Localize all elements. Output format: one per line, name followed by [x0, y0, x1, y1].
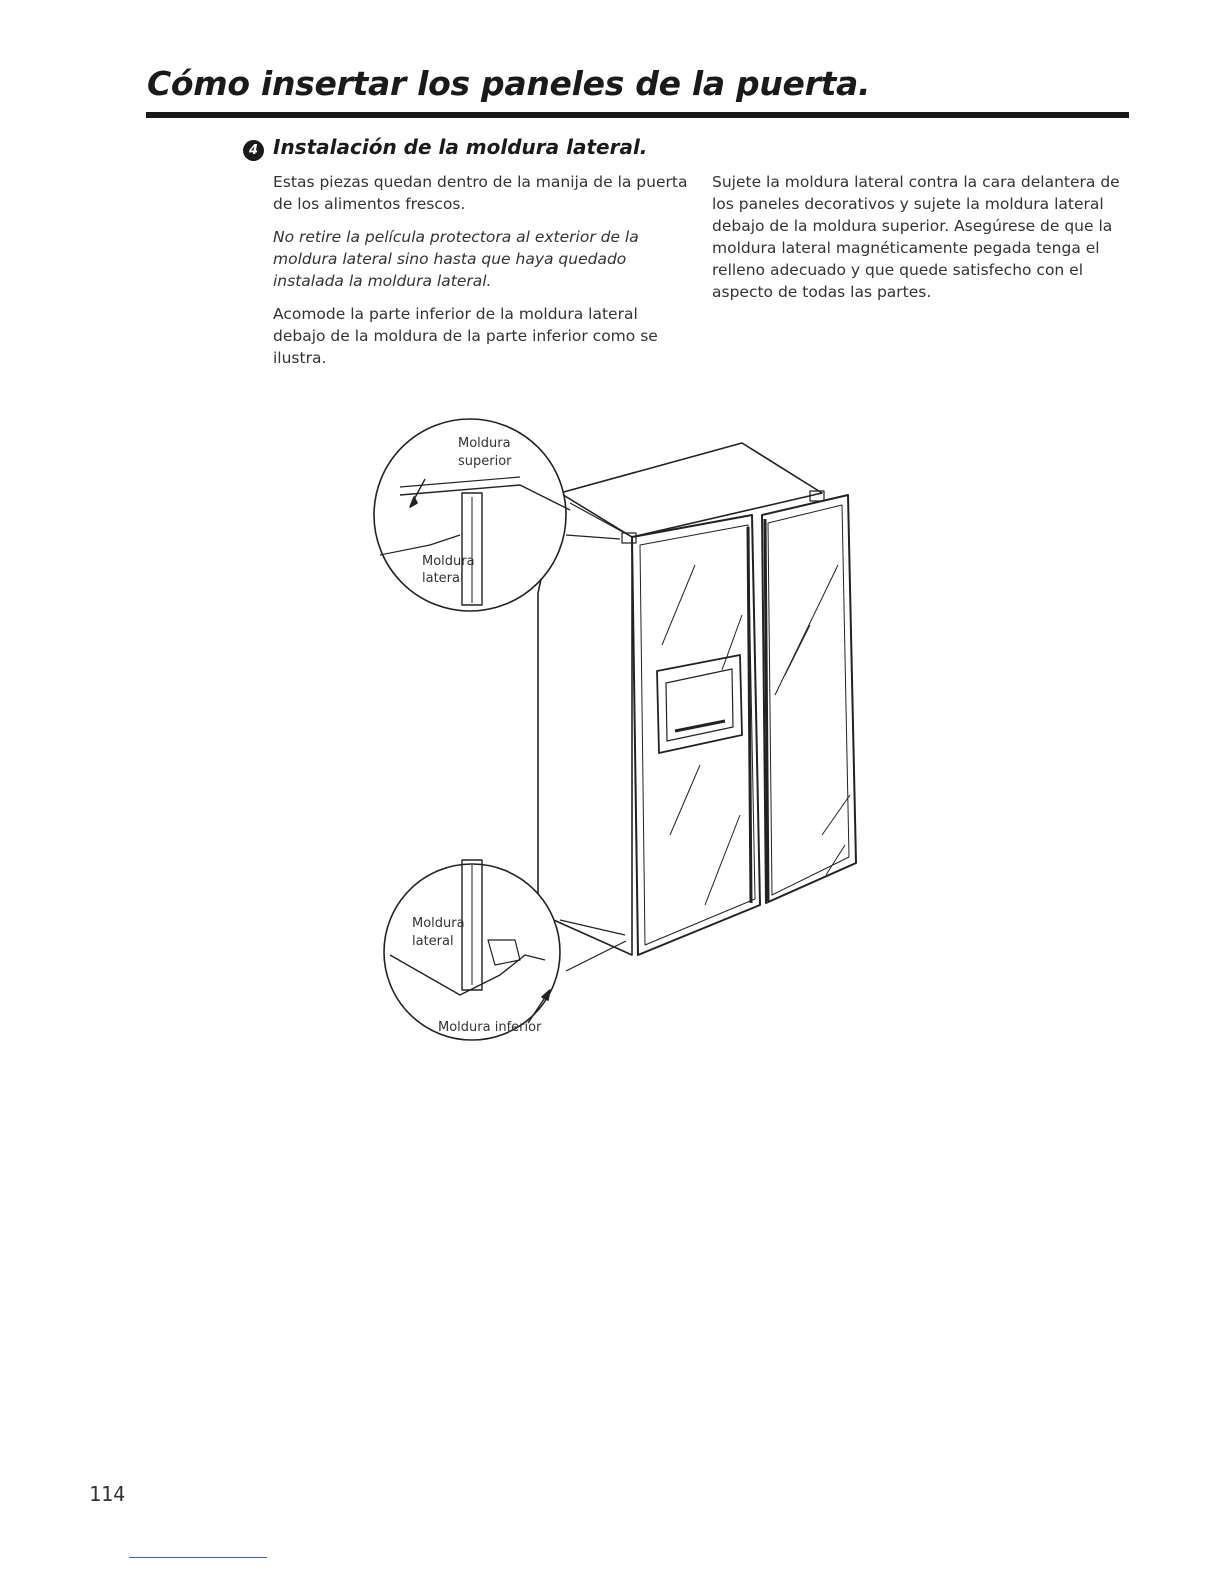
- footer-link-underline: [129, 1557, 267, 1558]
- title-rule: [146, 112, 1129, 118]
- attach-instructions-paragraph: Sujete la moldura lateral contra la cara delantera de los paneles decorativos y sujete la moldura lateral debajo de la moldura superior. Asegúrese de que la moldura lateral magnéticamente pegada tenga el relleno adecuado y que quede satisfecho con el aspecto de todas las partes.: [712, 173, 1120, 301]
- top-callout-side-label-line2: lateral: [422, 571, 464, 586]
- top-callout-upper-label-line1: Moldura: [458, 436, 511, 451]
- top-callout-side-label-line1: Moldura: [422, 554, 475, 569]
- page-title: Cómo insertar los paneles de la puerta.: [147, 64, 871, 103]
- page-number: 114: [89, 1482, 126, 1506]
- bottom-callout-lower-label: Moldura inferior: [438, 1020, 542, 1035]
- cabinet-left-side: [538, 537, 632, 955]
- section-heading: Instalación de la moldura lateral.: [273, 135, 648, 159]
- intro-paragraph: Estas piezas quedan dentro de la manija de la puerta de los alimentos frescos.: [273, 173, 688, 213]
- protective-film-note: No retire la película protectora al exterior de la moldura lateral sino hasta que haya quedado instalada la moldura lateral.: [273, 228, 639, 290]
- bottom-callout-side-label-line2: lateral: [412, 934, 454, 949]
- left-text-column: [273, 171, 693, 380]
- right-text-column: [712, 171, 1124, 314]
- cabinet-top: [560, 443, 822, 537]
- right-door: [762, 495, 856, 903]
- top-callout-upper-label-line2: superior: [458, 454, 512, 469]
- step-number-badge: 4: [243, 140, 264, 161]
- refrigerator-illustration: [370, 415, 890, 1065]
- bottom-callout-side-label-line1: Moldura: [412, 916, 465, 931]
- bottom-placement-paragraph: Acomode la parte inferior de la moldura lateral debajo de la moldura de la parte inferior como se ilustra.: [273, 305, 658, 367]
